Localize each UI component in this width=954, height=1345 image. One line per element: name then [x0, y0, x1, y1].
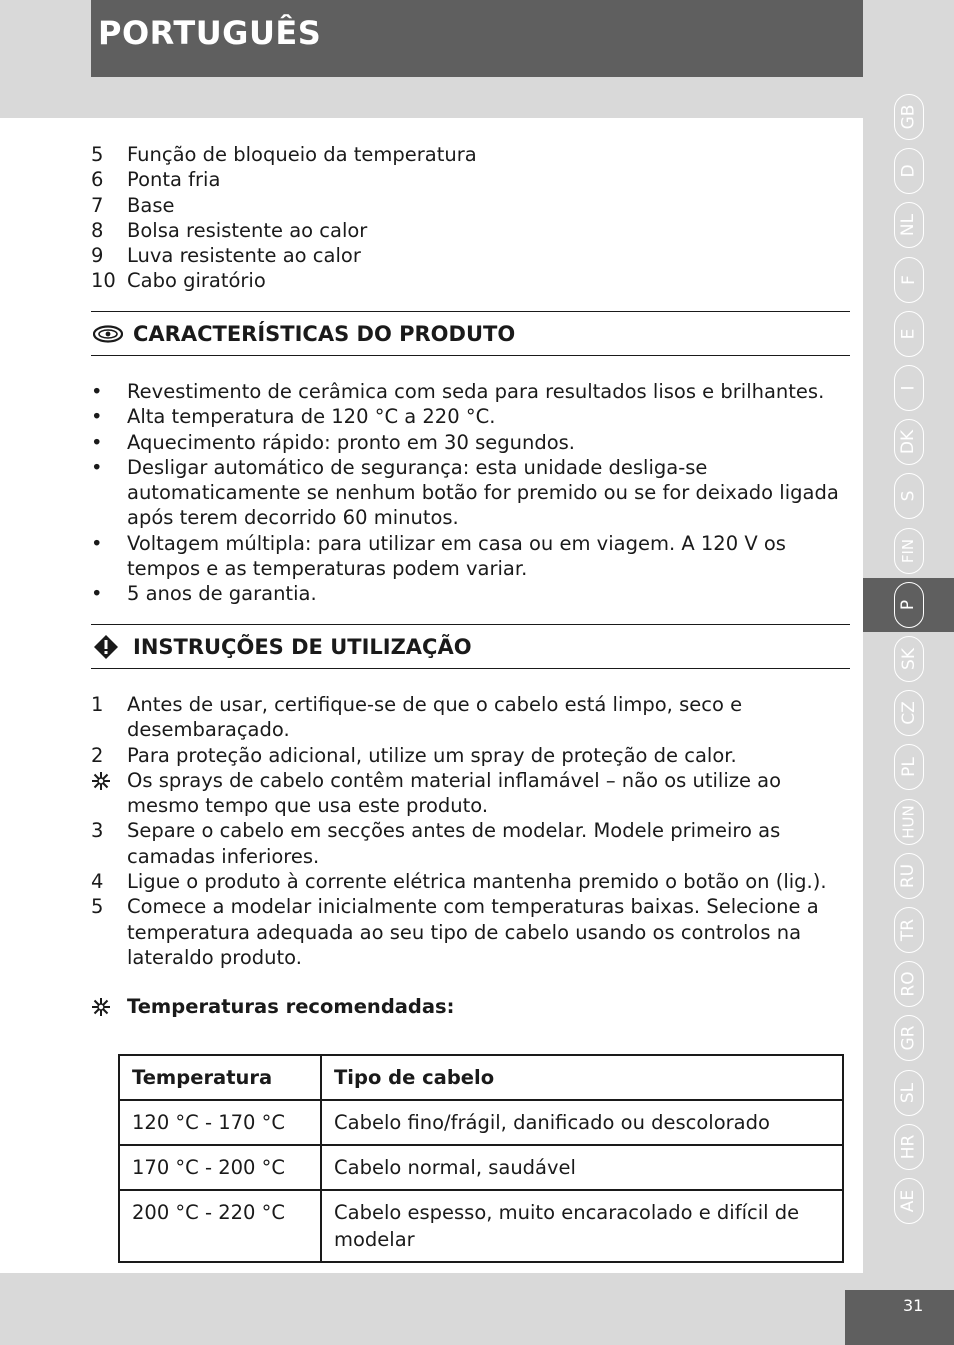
language-tab-cz[interactable] — [863, 686, 954, 740]
list-item: Os sprays de cabelo contêm material inflamável – não os utilize ao mesmo tempo que usa este produto. — [91, 768, 851, 819]
recommended-temperatures: Temperaturas recomendadas: — [91, 995, 454, 1022]
language-tab-label: GR — [898, 1025, 919, 1051]
language-tab-pill — [894, 419, 924, 465]
info-diamond-icon — [93, 636, 125, 658]
language-tab-label: D — [898, 164, 919, 178]
list-item: • 5 anos de garantia. — [91, 582, 317, 606]
page-title: PORTUGUÊS — [98, 14, 322, 52]
language-tab-label: S — [898, 490, 919, 502]
language-tab-ae[interactable] — [863, 1174, 954, 1228]
language-tab-label: RU — [898, 863, 919, 888]
features-list — [91, 379, 851, 607]
language-tab-pill — [894, 961, 924, 1007]
language-tab-pill — [894, 1124, 924, 1170]
list-item: 7 Base — [91, 193, 175, 217]
list-item: • Voltagem múltipla: para utilizar em casa ou em viagem. A 120 V os tempos e as temperaturas podem variar. — [91, 531, 786, 581]
starburst-icon — [91, 768, 127, 819]
page-number: 31 — [903, 1296, 924, 1315]
table-row: 170 °C - 200 °C Cabelo normal, saudável — [119, 1145, 843, 1190]
language-tab-pill — [894, 202, 924, 248]
language-tab-label: E — [898, 328, 919, 340]
language-tab-nl[interactable] — [863, 198, 954, 252]
language-tab-pill — [894, 907, 924, 953]
page-header — [91, 0, 863, 77]
language-tab-pill — [894, 311, 924, 357]
list-item: 5 Função de bloqueio da temperatura — [91, 143, 477, 166]
language-tab-pill — [894, 257, 924, 303]
language-tab-label: HR — [898, 1134, 919, 1160]
language-tab-label: NL — [898, 214, 919, 237]
list-item: • Desligar automático de segurança: esta unidade desliga-se automaticamente se nenhum botão for premido ou se for deixado ligada após terem decorrido 60 minutos. — [91, 455, 839, 530]
instructions-list — [91, 692, 851, 970]
language-tab-fin[interactable] — [863, 524, 954, 578]
language-tab-hr[interactable] — [863, 1120, 954, 1174]
language-tab-f[interactable] — [863, 253, 954, 307]
language-tab-label: SK — [898, 648, 919, 670]
language-tab-label: TR — [898, 918, 919, 942]
list-item: 9 Luva resistente ao calor — [91, 244, 361, 268]
list-item: 3 Separe o cabelo em secções antes de modelar. Modele primeiro as camadas inferiores. — [91, 819, 781, 868]
language-tab-pill — [894, 473, 924, 519]
language-tab-label: GB — [898, 104, 919, 130]
language-tab-s[interactable] — [863, 469, 954, 523]
language-tab-label: F — [898, 274, 919, 285]
page-number-box — [845, 1290, 954, 1345]
language-tab-sl[interactable] — [863, 1066, 954, 1120]
language-tab-ru[interactable] — [863, 849, 954, 903]
language-tab-label: P — [898, 599, 919, 610]
features-heading: CARACTERÍSTICAS DO PRODUTO — [91, 311, 850, 356]
language-tab-label: I — [898, 385, 919, 391]
list-item: 8 Bolsa resistente ao calor — [91, 218, 368, 242]
language-tab-pill — [894, 582, 924, 628]
language-tab-label: RO — [898, 971, 919, 997]
list-item: 1 Antes de usar, certifique-se de que o cabelo está limpo, seco e desembaraçado. — [91, 693, 743, 742]
language-tab-pill — [894, 1178, 924, 1224]
language-tab-tr[interactable] — [863, 903, 954, 957]
language-tab-pill — [894, 1015, 924, 1061]
language-tab-pill — [894, 365, 924, 411]
language-tab-sk[interactable] — [863, 632, 954, 686]
language-tab-hun[interactable] — [863, 795, 954, 849]
language-tab-pill — [894, 853, 924, 899]
starburst-icon — [91, 995, 127, 1022]
language-tab-pill — [894, 744, 924, 790]
language-tab-i[interactable] — [863, 361, 954, 415]
language-tab-label: AE — [898, 1189, 919, 1213]
instructions-heading: INSTRUÇÕES DE UTILIZAÇÃO — [91, 624, 850, 669]
page-sheet — [0, 118, 863, 1273]
language-tab-pill — [894, 1070, 924, 1116]
language-tab-e[interactable] — [863, 307, 954, 361]
language-tab-pill — [894, 94, 924, 140]
list-item: • Alta temperatura de 120 °C a 220 °C. — [91, 405, 496, 429]
language-tab-label: CZ — [898, 701, 919, 725]
list-item: 2 Para proteção adicional, utilize um spray de proteção de calor. — [91, 743, 737, 767]
language-tab-pill — [894, 799, 924, 845]
language-tab-label: FIN — [899, 538, 918, 563]
language-tab-pl[interactable] — [863, 740, 954, 794]
table-row: 200 °C - 220 °C Cabelo espesso, muito encaracolado e difícil de modelar — [119, 1190, 843, 1262]
language-tab-pill — [894, 636, 924, 682]
table-header-row: Temperatura Tipo de cabelo — [119, 1055, 843, 1100]
list-item: • Revestimento de cerâmica com seda para resultados lisos e brilhantes. — [91, 380, 825, 403]
language-tab-label: PL — [898, 757, 919, 778]
language-tab-label: DK — [898, 430, 919, 455]
table-row: 120 °C - 170 °C Cabelo fino/frágil, danificado ou descolorado — [119, 1100, 843, 1145]
temperature-table — [118, 1054, 844, 1263]
parts-list — [91, 142, 851, 294]
language-tab-d[interactable] — [863, 144, 954, 198]
list-item: • Aquecimento rápido: pronto em 30 segundos. — [91, 430, 575, 454]
language-tab-label: SL — [898, 1082, 919, 1103]
language-tab-p[interactable] — [863, 578, 954, 632]
language-tab-label: HUN — [899, 804, 918, 839]
language-tab-ro[interactable] — [863, 957, 954, 1011]
list-item: 10 Cabo giratório — [91, 269, 266, 293]
language-tab-pill — [894, 690, 924, 736]
list-item: 4 Ligue o produto à corrente elétrica mantenha premido o botão on (lig.). — [91, 870, 827, 894]
list-item: 6 Ponta fria — [91, 168, 221, 192]
language-tab-pill — [894, 528, 924, 574]
language-tab-gr[interactable] — [863, 1011, 954, 1065]
eye-icon — [93, 323, 125, 345]
language-tab-gb[interactable] — [863, 90, 954, 144]
language-tab-pill — [894, 148, 924, 194]
language-tab-dk[interactable] — [863, 415, 954, 469]
list-item: 5 Comece a modelar inicialmente com temperaturas baixas. Selecione a temperatura adequada ao seu tipo de cabelo usando os controlos na lateraldo produto. — [91, 895, 819, 969]
